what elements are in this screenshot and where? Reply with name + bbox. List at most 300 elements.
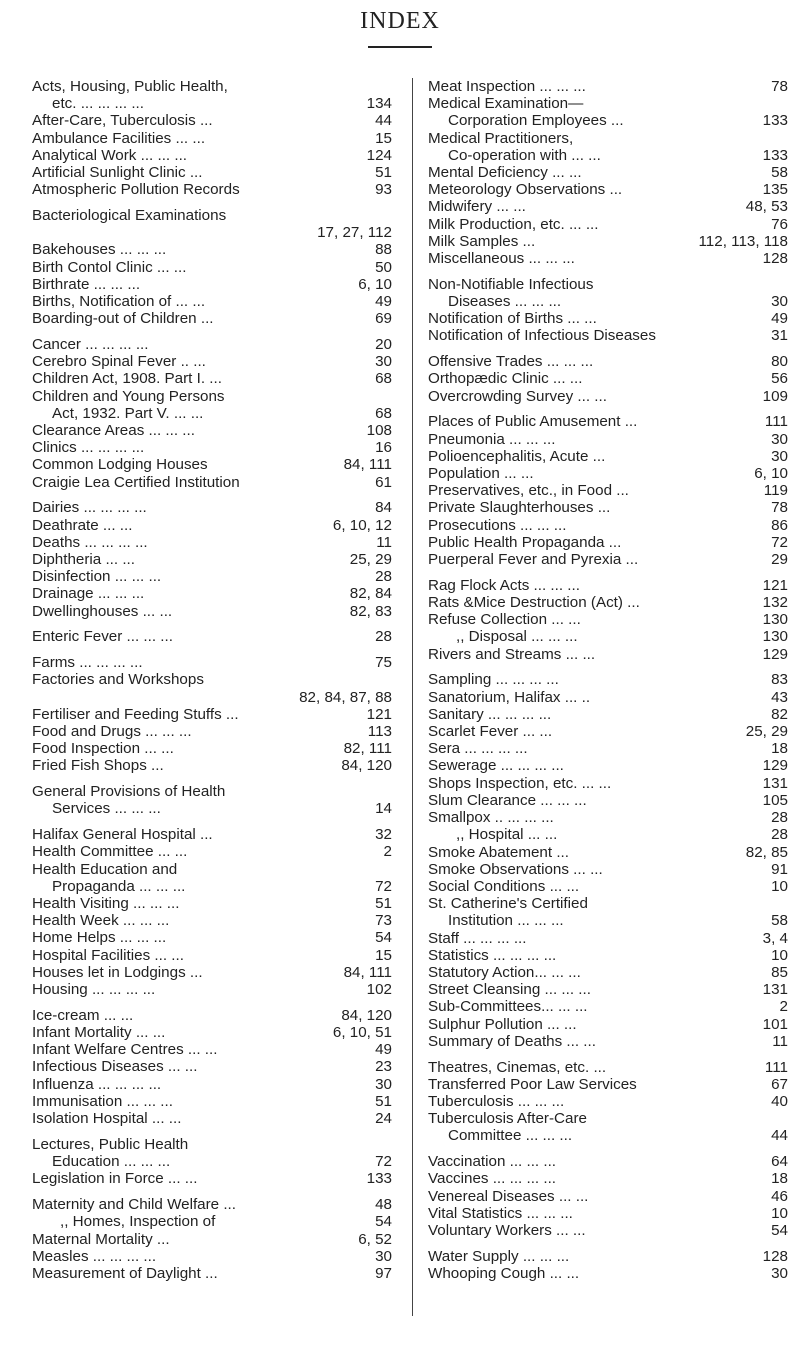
entry-page-ref: 43: [771, 688, 788, 706]
entry-label: Common Lodging Houses: [32, 456, 208, 474]
entry-page-ref: 10: [771, 877, 788, 895]
index-entry: [32, 112, 392, 129]
index-entry: [428, 1248, 788, 1265]
entry-page-ref: 31: [771, 327, 788, 345]
entry-label: Miscellaneous ... ... ...: [428, 250, 575, 268]
entry-label: Health Week ... ... ...: [32, 912, 170, 930]
entry-page-ref: 119: [763, 482, 788, 500]
entry-page-ref: 68: [375, 404, 392, 422]
index-entry: [428, 809, 788, 826]
entry-page-ref: 82, 84: [349, 585, 392, 603]
entry-page-ref: 93: [375, 181, 392, 199]
entry-label: Housing ... ... ... ...: [32, 981, 156, 999]
entry-page-ref: 49: [771, 310, 788, 328]
entry-page-ref: 134: [366, 95, 392, 113]
index-letter-group: [428, 353, 788, 405]
entry-label: Act, 1932. Part V. ... ...: [52, 404, 204, 422]
entry-label: Diphtheria ... ...: [32, 551, 135, 569]
index-letter-group: [428, 1153, 788, 1239]
index-entry: [32, 585, 392, 602]
index-entry: [32, 723, 392, 740]
entry-page-ref: 30: [375, 1075, 392, 1093]
index-letter-group: [32, 207, 392, 327]
entry-page-ref: 113: [367, 723, 392, 741]
entry-page-ref: 83: [771, 671, 788, 689]
entry-label: Factories and Workshops: [32, 671, 204, 689]
index-entry: [428, 1093, 788, 1110]
entry-label: Propaganda ... ... ...: [52, 877, 186, 895]
entry-label: Disinfection ... ... ...: [32, 568, 162, 586]
index-entry: [428, 250, 788, 267]
index-entry: [32, 671, 392, 688]
index-entry: [32, 1058, 392, 1075]
entry-page-ref: 82, 83: [349, 602, 392, 620]
index-entry: [32, 1136, 392, 1153]
index-entry: [428, 198, 788, 215]
entry-page-ref: 133: [366, 1170, 392, 1188]
index-entry: [428, 413, 788, 430]
entry-page-ref: 11: [376, 533, 392, 551]
entry-page-ref: 51: [375, 164, 392, 182]
entry-page-ref: 124: [366, 146, 392, 164]
entry-label: Vaccination ... ... ...: [428, 1153, 557, 1171]
index-entry: [428, 1265, 788, 1282]
entry-label: Overcrowding Survey ... ...: [428, 387, 607, 405]
entry-label: Water Supply ... ... ...: [428, 1247, 570, 1265]
entry-page-ref: 72: [771, 533, 788, 551]
entry-label: Medical Examination—: [428, 95, 584, 113]
index-entry: [32, 78, 392, 95]
index-entry: [32, 259, 392, 276]
index-entry: [428, 370, 788, 387]
index-entry: [32, 241, 392, 258]
entry-page-ref: 72: [375, 877, 392, 895]
entry-label: ,, Homes, Inspection of: [60, 1213, 216, 1231]
index-entry: [428, 775, 788, 792]
entry-page-ref: 30: [375, 353, 392, 371]
index-letter-group: [32, 826, 392, 998]
entry-page-ref: 11: [772, 1032, 788, 1050]
entry-label: Food and Drugs ... ... ...: [32, 723, 192, 741]
index-entry: [32, 568, 392, 585]
index-entry: [428, 327, 788, 344]
entry-page-ref: 82: [771, 705, 788, 723]
entry-label: Deathrate ... ...: [32, 516, 133, 534]
entry-page-ref: 78: [771, 78, 788, 95]
entry-page-ref: 112, 113, 118: [698, 232, 788, 250]
index-letter-group: [428, 671, 788, 1049]
index-entry: [32, 370, 392, 387]
index-entry: [428, 130, 788, 147]
index-entry: [428, 844, 788, 861]
entry-label: Smoke Observations ... ...: [428, 860, 603, 878]
entry-label: Deaths ... ... ... ...: [32, 533, 148, 551]
entry-page-ref: 2: [779, 998, 788, 1016]
entry-label: Drainage ... ... ...: [32, 585, 145, 603]
entry-label: Shops Inspection, etc. ... ...: [428, 774, 612, 792]
index-entry: [32, 293, 392, 310]
index-entry: [428, 1222, 788, 1239]
entry-label: Birth Contol Clinic ... ...: [32, 258, 187, 276]
index-entry: [32, 603, 392, 620]
index-entry: [32, 1110, 392, 1127]
entry-label: Theatres, Cinemas, etc. ...: [428, 1058, 607, 1076]
entry-label: Notification of Births ... ...: [428, 310, 597, 328]
entry-label: etc. ... ... ... ...: [52, 95, 144, 113]
entry-page-ref: 46: [771, 1187, 788, 1205]
entry-label: Private Slaughterhouses ...: [428, 499, 611, 517]
index-entry: [32, 1170, 392, 1187]
entry-label: Maternal Mortality ...: [32, 1230, 170, 1248]
index-entry: [32, 474, 392, 491]
entry-label: Non-Notifiable Infectious: [428, 275, 594, 293]
entry-page-ref: 28: [771, 809, 788, 827]
entry-label: Smoke Abatement ...: [428, 843, 569, 861]
entry-label: Dwellinghouses ... ...: [32, 602, 173, 620]
entry-label: Legislation in Force ... ...: [32, 1170, 198, 1188]
index-entry: [428, 216, 788, 233]
entry-label: Infant Welfare Centres ... ...: [32, 1041, 218, 1059]
index-letter-group: [32, 1196, 392, 1282]
index-entry: [428, 181, 788, 198]
entry-page-ref: 86: [771, 516, 788, 534]
entry-label: Health Education and: [32, 860, 178, 878]
entry-page-ref: 75: [375, 654, 392, 672]
column-divider: [412, 78, 413, 1316]
entry-page-ref: 14: [375, 800, 392, 818]
index-entry: [32, 95, 392, 112]
entry-page-ref: 84, 120: [341, 1006, 392, 1024]
index-entry: [32, 224, 392, 241]
entry-label: Influenza ... ... ... ...: [32, 1075, 162, 1093]
entry-label: Offensive Trades ... ... ...: [428, 353, 594, 371]
entry-label: Sewerage ... ... ... ...: [428, 757, 564, 775]
entry-page-ref: 6, 10, 12: [332, 516, 392, 534]
entry-label: Ambulance Facilities ... ...: [32, 129, 206, 147]
entry-label: Sampling ... ... ... ...: [428, 671, 559, 689]
entry-label: Scarlet Fever ... ...: [428, 723, 553, 741]
entry-page-ref: 121: [366, 705, 392, 723]
index-entry: [428, 1153, 788, 1170]
entry-page-ref: 78: [771, 499, 788, 517]
entry-page-ref: 58: [771, 912, 788, 930]
entry-page-ref: 40: [771, 1092, 788, 1110]
entry-label: Ice-cream ... ...: [32, 1006, 134, 1024]
index-entry: [428, 534, 788, 551]
index-entry: [32, 207, 392, 224]
entry-label: Bacteriological Examinations: [32, 207, 227, 225]
entry-label: Milk Production, etc. ... ...: [428, 215, 599, 233]
entry-page-ref: 3, 4: [762, 929, 788, 947]
entry-page-ref: 85: [771, 963, 788, 981]
index-column-right: [428, 78, 788, 1291]
entry-label: Prosecutions ... ... ...: [428, 516, 567, 534]
index-entry: [32, 861, 392, 878]
entry-label: Farms ... ... ... ...: [32, 654, 143, 672]
entry-label: Maternity and Child Welfare ...: [32, 1196, 236, 1214]
index-entry: [32, 405, 392, 422]
entry-page-ref: 68: [375, 370, 392, 388]
index-entry: [32, 783, 392, 800]
entry-label: Craigie Lea Certified Institution: [32, 473, 240, 491]
index-entry: [32, 1231, 392, 1248]
entry-label: After-Care, Tuberculosis ...: [32, 112, 213, 130]
index-entry: [32, 1024, 392, 1041]
entry-page-ref: 84, 120: [341, 757, 392, 775]
entry-page-ref: 58: [771, 164, 788, 182]
index-entry: [428, 112, 788, 129]
index-letter-group: [428, 413, 788, 568]
index-entry: [32, 130, 392, 147]
entry-page-ref: 82, 85: [745, 843, 788, 861]
entry-label: Slum Clearance ... ... ...: [428, 791, 587, 809]
index-entry: [428, 78, 788, 95]
entry-label: Births, Notification of ... ...: [32, 293, 206, 311]
index-entry: [32, 929, 392, 946]
entry-page-ref: 49: [375, 1041, 392, 1059]
entry-page-ref: 44: [771, 1127, 788, 1145]
entry-page-ref: 61: [375, 473, 392, 491]
entry-page-ref: 97: [375, 1264, 392, 1282]
entry-page-ref: 91: [771, 860, 788, 878]
entry-page-ref: 49: [375, 293, 392, 311]
index-letter-group: [32, 1007, 392, 1127]
entry-page-ref: 6, 10: [358, 275, 392, 293]
entry-page-ref: 24: [375, 1110, 392, 1128]
index-entry: [428, 95, 788, 112]
index-entry: [32, 1041, 392, 1058]
entry-page-ref: 108: [366, 422, 392, 440]
entry-page-ref: 28: [375, 568, 392, 586]
index-entry: [428, 388, 788, 405]
entry-label: Tuberculosis After-Care: [428, 1110, 587, 1128]
index-letter-group: [32, 336, 392, 491]
entry-page-ref: 105: [762, 791, 788, 809]
index-entry: [428, 628, 788, 645]
entry-page-ref: 130: [762, 628, 788, 646]
entry-page-ref: 30: [375, 1247, 392, 1265]
entry-page-ref: 51: [375, 895, 392, 913]
entry-page-ref: 82, 111: [343, 740, 392, 758]
entry-label: [32, 689, 44, 706]
entry-label: Artificial Sunlight Clinic ...: [32, 164, 203, 182]
entry-label: Midwifery ... ...: [428, 198, 526, 216]
index-entry: [428, 792, 788, 809]
entry-page-ref: 132: [762, 594, 788, 612]
index-letter-group: [428, 1248, 788, 1282]
index-entry: [32, 353, 392, 370]
entry-page-ref: 30: [771, 430, 788, 448]
entry-page-ref: 16: [375, 439, 392, 457]
entry-page-ref: 111: [764, 1058, 788, 1076]
entry-label: Infectious Diseases ... ...: [32, 1058, 198, 1076]
entry-label: Isolation Hospital ... ...: [32, 1110, 182, 1128]
index-entry: [32, 517, 392, 534]
entry-page-ref: 135: [762, 181, 788, 199]
index-entry: [32, 843, 392, 860]
index-entry: [32, 1213, 392, 1230]
index-entry: [428, 646, 788, 663]
entry-page-ref: 29: [771, 551, 788, 569]
entry-page-ref: 6, 52: [358, 1230, 392, 1248]
entry-label: Cancer ... ... ... ...: [32, 336, 149, 354]
index-entry: [428, 671, 788, 688]
index-entry: [428, 499, 788, 516]
entry-page-ref: 72: [375, 1153, 392, 1171]
entry-page-ref: 28: [375, 628, 392, 646]
index-entry: [32, 1093, 392, 1110]
index-entry: [428, 1033, 788, 1050]
index-entry: [428, 757, 788, 774]
entry-page-ref: 54: [771, 1221, 788, 1239]
index-letter-group: [32, 654, 392, 774]
index-entry: [428, 164, 788, 181]
index-entry: [32, 706, 392, 723]
entry-page-ref: 48: [375, 1196, 392, 1214]
entry-page-ref: 54: [375, 929, 392, 947]
entry-label: Refuse Collection ... ...: [428, 611, 581, 629]
entry-label: Rats &Mice Destruction (Act) ...: [428, 594, 640, 612]
entry-page-ref: 73: [375, 912, 392, 930]
entry-label: Halifax General Hospital ...: [32, 826, 213, 844]
entry-page-ref: 133: [762, 112, 788, 130]
index-entry: [428, 981, 788, 998]
entry-page-ref: 129: [762, 757, 788, 775]
index-entry: [428, 233, 788, 250]
entry-label: Orthopædic Clinic ... ...: [428, 370, 583, 388]
entry-page-ref: 121: [762, 576, 788, 594]
entry-label: Children and Young Persons: [32, 387, 225, 405]
index-entry: [32, 164, 392, 181]
index-entry: [32, 534, 392, 551]
entry-label: Houses let in Lodgings ...: [32, 963, 203, 981]
entry-label: Services ... ... ...: [52, 800, 161, 818]
index-entry: [428, 482, 788, 499]
entry-label: Staff ... ... ... ...: [428, 929, 527, 947]
entry-label: Co-operation with ... ...: [448, 146, 601, 164]
index-entry: [32, 628, 392, 645]
index-entry: [32, 895, 392, 912]
entry-label: Puerperal Fever and Pyrexia ...: [428, 551, 639, 569]
entry-label: Fertiliser and Feeding Stuffs ...: [32, 705, 239, 723]
entry-page-ref: 128: [762, 1247, 788, 1265]
index-entry: [32, 1248, 392, 1265]
entry-page-ref: 25, 29: [745, 723, 788, 741]
index-entry: [32, 912, 392, 929]
entry-label: Sulphur Pollution ... ...: [428, 1015, 577, 1033]
entry-label: Health Visiting ... ... ...: [32, 895, 180, 913]
index-entry: [428, 517, 788, 534]
entry-page-ref: 50: [375, 258, 392, 276]
entry-label: Street Cleansing ... ... ...: [428, 981, 591, 999]
index-entry: [32, 181, 392, 198]
entry-page-ref: 18: [771, 740, 788, 758]
index-letter-group: [428, 1059, 788, 1145]
index-entry: [428, 448, 788, 465]
entry-label: Enteric Fever ... ... ...: [32, 628, 173, 646]
index-entry: [428, 740, 788, 757]
entry-page-ref: 101: [762, 1015, 788, 1033]
index-entry: [428, 465, 788, 482]
entry-label: Mental Deficiency ... ...: [428, 164, 582, 182]
index-entry: [428, 147, 788, 164]
entry-page-ref: 130: [762, 611, 788, 629]
entry-page-ref: 64: [771, 1153, 788, 1171]
index-entry: [428, 1205, 788, 1222]
entry-label: Health Committee ... ...: [32, 843, 188, 861]
index-entry: [428, 1110, 788, 1127]
index-entry: [32, 689, 392, 706]
index-entry: [32, 878, 392, 895]
index-entry: [32, 981, 392, 998]
index-entry: [32, 800, 392, 817]
entry-label: Measurement of Daylight ...: [32, 1264, 218, 1282]
index-letter-group: [32, 1136, 392, 1188]
index-column-left: [32, 78, 392, 1291]
entry-label: Home Helps ... ... ...: [32, 929, 167, 947]
entry-page-ref: 67: [771, 1075, 788, 1093]
entry-page-ref: 131: [762, 774, 788, 792]
entry-label: Milk Samples ...: [428, 232, 536, 250]
entry-label: Clinics ... ... ... ...: [32, 439, 145, 457]
entry-label: Sanitary ... ... ... ...: [428, 705, 552, 723]
index-entry: [32, 1265, 392, 1282]
entry-label: Meteorology Observations ...: [428, 181, 623, 199]
entry-label: Cerebro Spinal Fever .. ...: [32, 353, 206, 371]
index-entry: [428, 689, 788, 706]
entry-page-ref: 76: [771, 215, 788, 233]
entry-page-ref: 30: [771, 293, 788, 311]
index-entry: [32, 456, 392, 473]
index-entry: [428, 964, 788, 981]
index-entry: [32, 388, 392, 405]
entry-page-ref: 128: [762, 250, 788, 268]
entry-page-ref: 48, 53: [745, 198, 788, 216]
index-entry: [428, 706, 788, 723]
entry-label: Measles ... ... ... ...: [32, 1247, 157, 1265]
entry-label: ,, Hospital ... ...: [456, 826, 558, 844]
index-letter-group: [32, 78, 392, 198]
index-entry: [32, 740, 392, 757]
entry-label: Population ... ...: [428, 465, 534, 483]
index-entry: [428, 912, 788, 929]
index-entry: [428, 551, 788, 568]
entry-page-ref: 133: [762, 146, 788, 164]
entry-label: Tuberculosis ... ... ...: [428, 1092, 565, 1110]
entry-label: Sera ... ... ... ...: [428, 740, 528, 758]
entry-label: Committee ... ... ...: [448, 1127, 573, 1145]
index-entry: [428, 947, 788, 964]
index-entry: [428, 1127, 788, 1144]
entry-page-ref: 25, 29: [349, 551, 392, 569]
index-entry: [32, 757, 392, 774]
entry-label: Dairies ... ... ... ...: [32, 499, 147, 517]
index-letter-group: [32, 628, 392, 645]
entry-label: Institution ... ... ...: [448, 912, 564, 930]
index-entry: [428, 611, 788, 628]
entry-label: General Provisions of Health: [32, 783, 226, 801]
index-entry: [428, 431, 788, 448]
entry-page-ref: 129: [762, 645, 788, 663]
entry-label: Lectures, Public Health: [32, 1135, 189, 1153]
entry-label: Atmospheric Pollution Records: [32, 181, 240, 199]
index-entry: [428, 930, 788, 947]
index-entry: [428, 577, 788, 594]
index-entry: [32, 147, 392, 164]
entry-label: Children Act, 1908. Part I. ...: [32, 370, 222, 388]
entry-page-ref: 56: [771, 370, 788, 388]
index-letter-group: [428, 78, 788, 267]
